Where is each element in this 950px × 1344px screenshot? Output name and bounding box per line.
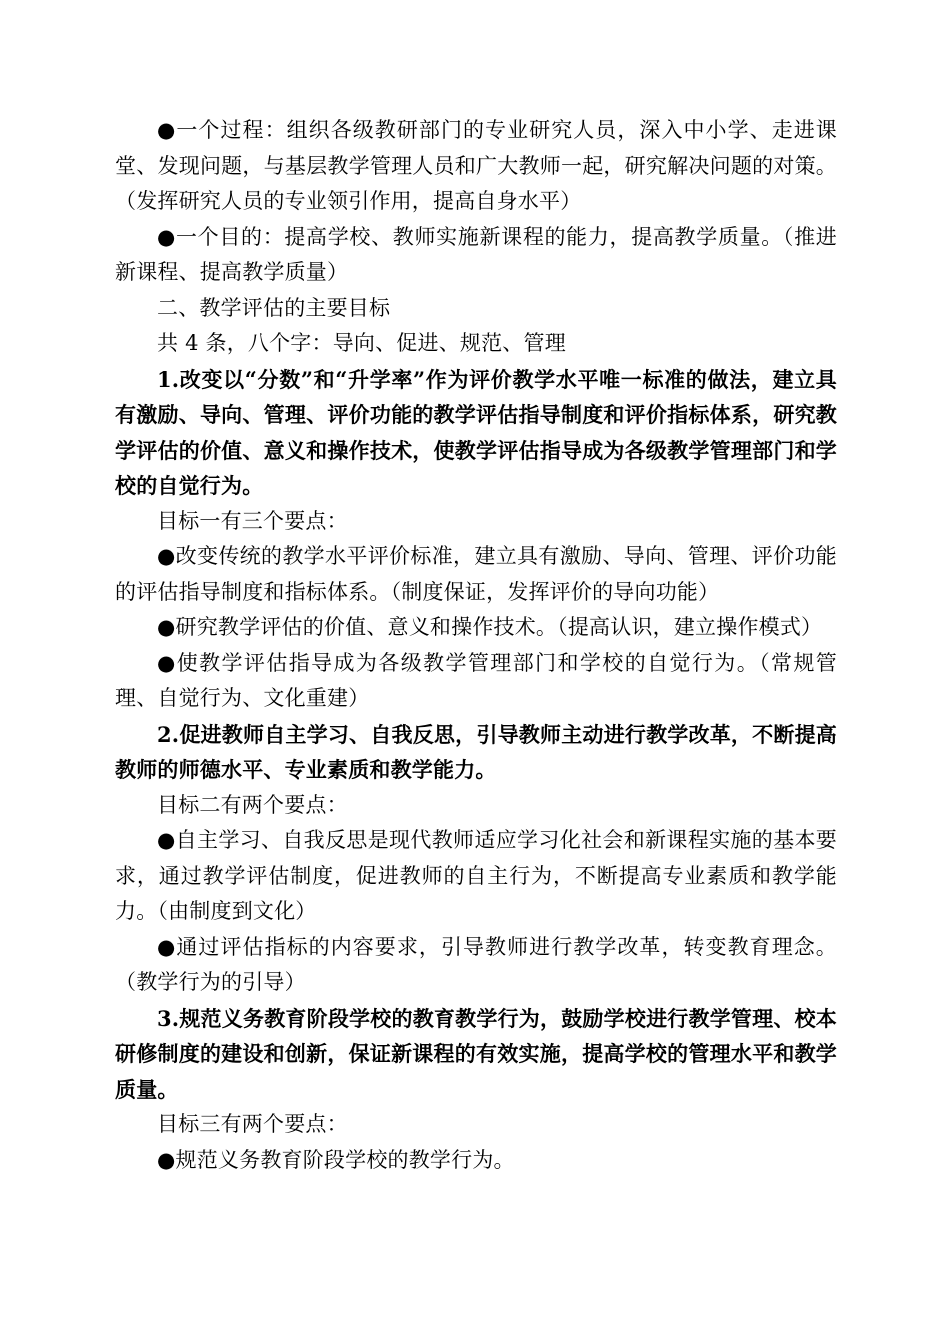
goal-1-point-3: ●使教学评估指导成为各级教学管理部门和学校的自觉行为。（常规管理、自觉行为、文化重建） <box>115 650 837 710</box>
goal-1-heading: 1.改变以“分数”和“升学率”作为评价教学水平唯一标准的做法，建立具有激励、导向、管理、评价功能的教学评估指导制度和评价指标体系，研究教学评估的价值、意义和操作技术，使教学评估指导成为各级教学管理部门和学校的自觉行为。 <box>115 366 837 498</box>
document-page <box>115 113 837 1178</box>
goal-3-point-1: ●规范义务教育阶段学校的教学行为。 <box>157 1147 515 1172</box>
section-heading: 二、教学评估的主要目标 <box>157 295 391 320</box>
goal-2-point-1: ●自主学习、自我反思是现代教师适应学习化社会和新课程实施的基本要求，通过教学评估制度，促进教师的自主行为，不断提高专业素质和教学能力。（由制度到文化） <box>115 828 837 923</box>
goal-1-point-1: ●改变传统的教学水平评价标准，建立具有激励、导向、管理、评价功能的评估指导制度和指标体系。（制度保证，发挥评价的导向功能） <box>115 544 837 604</box>
goal-2-points-intro: 目标二有两个要点： <box>157 792 348 817</box>
goal-2-heading: 2.促进教师自主学习、自我反思，引导教师主动进行教学改革，不断提高教师的师德水平、专业素质和教学能力。 <box>115 721 837 782</box>
goal-3-heading: 3.规范义务教育阶段学校的教育教学行为，鼓励学校进行教学管理、校本研修制度的建设和创新，保证新课程的有效实施，提高学校的管理水平和教学质量。 <box>115 1005 837 1102</box>
goal-2-point-2: ●通过评估指标的内容要求，引导教师进行教学改革，转变教育理念。（教学行为的引导） <box>115 934 837 994</box>
goal-1-points-intro: 目标一有三个要点： <box>157 508 348 533</box>
goal-1-point-2: ●研究教学评估的价值、意义和操作技术。（提高认识，建立操作模式） <box>157 615 823 639</box>
paragraph-summary: 共 4 条，八个字：导向、促进、规范、管理 <box>157 331 566 355</box>
goal-3-points-intro: 目标三有两个要点： <box>157 1112 348 1136</box>
paragraph-process: ●一个过程：组织各级教研部门的专业研究人员，深入中小学、走进课堂、发现问题，与基层教学管理人员和广大教师一起，研究解决问题的对策。（发挥研究人员的专业领引作用，提高自身水平） <box>115 118 837 213</box>
paragraph-purpose: ●一个目的：提高学校、教师实施新课程的能力，提高教学质量。（推进新课程、提高教学质量） <box>115 224 837 284</box>
